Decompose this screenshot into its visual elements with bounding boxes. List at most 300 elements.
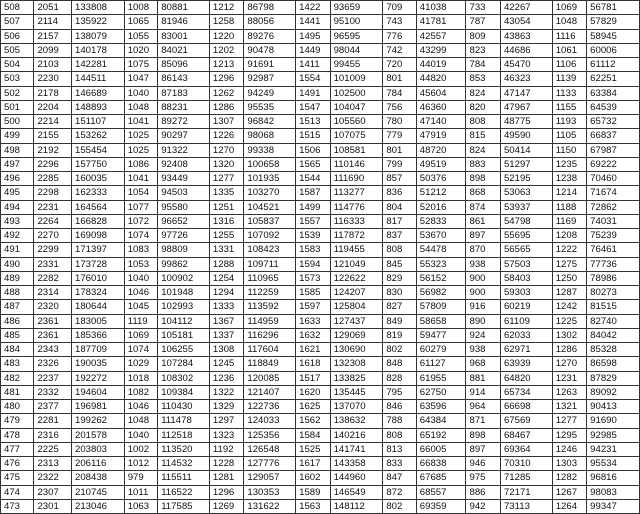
table-cell: 804: [383, 200, 416, 214]
table-cell: 946: [466, 457, 500, 471]
table-cell: 76461: [587, 243, 640, 257]
table-cell: 113592: [244, 300, 296, 314]
table-cell: 815: [466, 129, 500, 143]
table-cell: 1231: [552, 371, 586, 385]
table-cell: 1072: [124, 214, 157, 228]
table-cell: 1012: [124, 457, 157, 471]
table-cell: 119455: [330, 243, 383, 257]
table-cell: 112518: [158, 428, 210, 442]
table-cell: 1262: [209, 86, 243, 100]
table-cell: 1116: [552, 29, 586, 43]
table-cell: 129069: [330, 328, 383, 342]
table-cell: 55323: [416, 257, 466, 271]
table-cell: 49590: [500, 129, 552, 143]
table-cell: 1544: [296, 172, 330, 186]
score-cell: 481: [1, 385, 34, 399]
table-cell: 871: [466, 414, 500, 428]
table-cell: 2204: [34, 100, 72, 114]
table-row: [1, 72, 640, 86]
table-cell: 116333: [330, 214, 383, 228]
table-cell: 795: [383, 385, 416, 399]
table-cell: 69222: [587, 157, 640, 171]
table-cell: 1245: [209, 357, 243, 371]
table-cell: 1539: [296, 229, 330, 243]
table-cell: 64384: [416, 414, 466, 428]
table-cell: 883: [466, 157, 500, 171]
table-cell: 84021: [158, 43, 210, 57]
table-cell: 108581: [330, 143, 383, 157]
table-cell: 979: [124, 471, 157, 485]
table-cell: 780: [383, 115, 416, 129]
table-cell: 75239: [587, 229, 640, 243]
table-cell: 1025: [124, 143, 157, 157]
table-cell: 2214: [34, 115, 72, 129]
table-cell: 48720: [416, 143, 466, 157]
table-cell: 78986: [587, 271, 640, 285]
table-cell: 80273: [587, 286, 640, 300]
table-row: [1, 385, 640, 399]
table-cell: 1286: [209, 100, 243, 114]
table-cell: 1506: [296, 143, 330, 157]
table-cell: 898: [466, 428, 500, 442]
table-cell: 86143: [158, 72, 210, 86]
table-cell: 52016: [416, 200, 466, 214]
table-cell: 180644: [71, 300, 124, 314]
table-cell: 938: [466, 257, 500, 271]
table-cell: 824: [466, 86, 500, 100]
table-row: [1, 343, 640, 357]
table-cell: 148112: [330, 499, 383, 513]
table-cell: 1246: [552, 442, 586, 456]
table-cell: 709: [383, 1, 416, 15]
table-cell: 886: [466, 485, 500, 499]
table-cell: 194604: [71, 385, 124, 399]
table-cell: 1082: [124, 385, 157, 399]
table-cell: 1074: [124, 229, 157, 243]
table-cell: 1288: [209, 257, 243, 271]
table-cell: 1513: [296, 115, 330, 129]
score-cell: 488: [1, 286, 34, 300]
table-cell: 779: [383, 129, 416, 143]
table-cell: 1303: [552, 457, 586, 471]
table-cell: 126548: [244, 442, 296, 456]
table-cell: 104112: [158, 314, 210, 328]
score-cell: 489: [1, 271, 34, 285]
table-cell: 1212: [209, 1, 243, 15]
table-cell: 96816: [587, 471, 640, 485]
table-cell: 1584: [296, 428, 330, 442]
table-cell: 62033: [500, 328, 552, 342]
table-cell: 143358: [330, 457, 383, 471]
table-cell: 199262: [71, 414, 124, 428]
table-cell: 802: [383, 499, 416, 513]
table-cell: 55695: [500, 229, 552, 243]
table-cell: 117872: [330, 229, 383, 243]
score-cell: 484: [1, 343, 34, 357]
table-row: [1, 43, 640, 57]
table-cell: 824: [466, 143, 500, 157]
table-cell: 1040: [124, 271, 157, 285]
table-cell: 802: [383, 343, 416, 357]
table-cell: 121049: [330, 257, 383, 271]
score-cell: 493: [1, 214, 34, 228]
table-cell: 900: [466, 286, 500, 300]
table-cell: 43863: [500, 29, 552, 43]
score-cell: 499: [1, 129, 34, 143]
table-cell: 872: [383, 485, 416, 499]
table-cell: 110965: [244, 271, 296, 285]
table-cell: 56781: [587, 1, 640, 15]
table-cell: 51297: [500, 157, 552, 171]
table-cell: 104521: [244, 200, 296, 214]
table-cell: 1069: [124, 328, 157, 342]
table-cell: 1286: [552, 343, 586, 357]
table-cell: 1557: [296, 214, 330, 228]
table-cell: 1063: [124, 499, 157, 513]
table-row: [1, 229, 640, 243]
table-cell: 1011: [124, 485, 157, 499]
score-cell: 507: [1, 15, 34, 29]
table-cell: 1020: [124, 43, 157, 57]
table-cell: 62750: [416, 385, 466, 399]
table-cell: 105560: [330, 115, 383, 129]
table-row: [1, 257, 640, 271]
table-cell: 2230: [34, 72, 72, 86]
table-cell: 833: [383, 457, 416, 471]
table-cell: 756: [383, 100, 416, 114]
table-cell: 847: [383, 471, 416, 485]
score-cell: 508: [1, 1, 34, 15]
table-cell: 1105: [552, 129, 586, 143]
table-row: [1, 214, 640, 228]
table-cell: 59303: [500, 286, 552, 300]
table-cell: 94503: [158, 186, 210, 200]
table-cell: 1053: [124, 257, 157, 271]
score-cell: 502: [1, 86, 34, 100]
table-cell: 125804: [330, 300, 383, 314]
table-cell: 43054: [500, 15, 552, 29]
table-cell: 88056: [244, 15, 296, 29]
table-cell: 206116: [71, 457, 124, 471]
table-row: [1, 243, 640, 257]
table-cell: 62251: [587, 72, 640, 86]
table-cell: 115511: [158, 471, 210, 485]
table-cell: 86798: [244, 1, 296, 15]
table-cell: 96842: [244, 115, 296, 129]
table-cell: 66838: [416, 457, 466, 471]
table-row: [1, 1, 640, 15]
table-cell: 1281: [209, 471, 243, 485]
score-cell: 490: [1, 257, 34, 271]
table-cell: 111690: [330, 172, 383, 186]
table-cell: 142281: [71, 58, 124, 72]
score-cell: 492: [1, 229, 34, 243]
table-cell: 67987: [587, 143, 640, 157]
table-cell: 113520: [158, 442, 210, 456]
table-cell: 110430: [158, 400, 210, 414]
table-cell: 2270: [34, 229, 72, 243]
table-cell: 97726: [158, 229, 210, 243]
table-cell: 140216: [330, 428, 383, 442]
table-cell: 1208: [552, 229, 586, 243]
table-cell: 95534: [587, 457, 640, 471]
table-cell: 1287: [552, 286, 586, 300]
table-cell: 62971: [500, 343, 552, 357]
table-cell: 1331: [209, 243, 243, 257]
table-cell: 1335: [209, 186, 243, 200]
table-cell: 148893: [71, 100, 124, 114]
table-cell: 187709: [71, 343, 124, 357]
score-cell: 504: [1, 58, 34, 72]
table-cell: 1069: [552, 1, 586, 15]
table-cell: 1585: [296, 286, 330, 300]
table-cell: 63596: [416, 400, 466, 414]
table-cell: 1047: [124, 72, 157, 86]
table-cell: 124033: [244, 414, 296, 428]
table-cell: 1322: [209, 385, 243, 399]
table-cell: 120085: [244, 371, 296, 385]
table-cell: 42267: [500, 1, 552, 15]
table-cell: 109384: [158, 385, 210, 399]
table-cell: 89092: [587, 385, 640, 399]
table-cell: 137070: [330, 400, 383, 414]
table-cell: 881: [466, 371, 500, 385]
table-cell: 1275: [552, 257, 586, 271]
table-cell: 210745: [71, 485, 124, 499]
table-cell: 1499: [296, 200, 330, 214]
table-cell: 99347: [587, 499, 640, 513]
table-cell: 828: [383, 371, 416, 385]
score-cell: 479: [1, 414, 34, 428]
table-cell: 1236: [209, 371, 243, 385]
table-cell: 1554: [296, 72, 330, 86]
table-cell: 41781: [416, 15, 466, 29]
table-row: [1, 86, 640, 100]
table-cell: 100658: [244, 157, 296, 171]
table-cell: 2231: [34, 200, 72, 214]
table-cell: 2051: [34, 1, 72, 15]
table-cell: 1251: [209, 200, 243, 214]
table-cell: 69359: [416, 499, 466, 513]
score-cell: 476: [1, 457, 34, 471]
table-cell: 2103: [34, 58, 72, 72]
table-cell: 890: [466, 314, 500, 328]
table-cell: 2157: [34, 29, 72, 43]
table-cell: 127776: [244, 457, 296, 471]
table-cell: 2314: [34, 286, 72, 300]
table-cell: 1329: [209, 400, 243, 414]
table-cell: 1267: [552, 485, 586, 499]
table-cell: 1018: [124, 371, 157, 385]
table-row: [1, 143, 640, 157]
table-cell: 1333: [209, 300, 243, 314]
table-cell: 47147: [500, 86, 552, 100]
table-cell: 1621: [296, 343, 330, 357]
table-cell: 192272: [71, 371, 124, 385]
table-cell: 1617: [296, 457, 330, 471]
table-row: [1, 172, 640, 186]
table-cell: 868: [466, 186, 500, 200]
table-cell: 801: [383, 72, 416, 86]
table-cell: 66005: [416, 442, 466, 456]
table-cell: 63384: [587, 86, 640, 100]
table-cell: 2361: [34, 314, 72, 328]
score-cell: 501: [1, 100, 34, 114]
table-cell: 874: [466, 200, 500, 214]
table-cell: 1220: [209, 29, 243, 43]
table-cell: 801: [383, 143, 416, 157]
table-cell: 144511: [71, 72, 124, 86]
table-cell: 2326: [34, 357, 72, 371]
table-cell: 101935: [244, 172, 296, 186]
table-cell: 121407: [244, 385, 296, 399]
table-cell: 2301: [34, 499, 72, 513]
table-cell: 47967: [500, 100, 552, 114]
table-cell: 208438: [71, 471, 124, 485]
table-cell: 1139: [552, 72, 586, 86]
table-cell: 106255: [158, 343, 210, 357]
table-cell: 114959: [244, 314, 296, 328]
table-cell: 58945: [587, 29, 640, 43]
table-cell: 914: [466, 385, 500, 399]
table-row: [1, 300, 640, 314]
table-cell: 1048: [124, 100, 157, 114]
table-cell: 1422: [296, 1, 330, 15]
table-cell: 1589: [296, 485, 330, 499]
table-cell: 2313: [34, 457, 72, 471]
table-cell: 70310: [500, 457, 552, 471]
score-cell: 475: [1, 471, 34, 485]
table-cell: 861: [466, 214, 500, 228]
table-cell: 87183: [158, 86, 210, 100]
table-cell: 77736: [587, 257, 640, 271]
table-cell: 138079: [71, 29, 124, 43]
table-cell: 130690: [330, 343, 383, 357]
table-cell: 784: [383, 86, 416, 100]
table-cell: 100902: [158, 271, 210, 285]
table-cell: 131622: [244, 499, 296, 513]
table-cell: 42557: [416, 29, 466, 43]
table-row: [1, 271, 640, 285]
table-cell: 102500: [330, 86, 383, 100]
table-cell: 105181: [158, 328, 210, 342]
score-cell: 497: [1, 157, 34, 171]
table-cell: 71674: [587, 186, 640, 200]
table-cell: 1155: [552, 100, 586, 114]
table-cell: 1296: [209, 72, 243, 86]
table-cell: 1565: [296, 157, 330, 171]
table-cell: 1625: [296, 400, 330, 414]
table-cell: 1367: [209, 314, 243, 328]
table-cell: 942: [466, 499, 500, 513]
table-cell: 1025: [124, 129, 157, 143]
table-body: [1, 1, 640, 514]
table-cell: 1547: [296, 100, 330, 114]
table-cell: 830: [383, 286, 416, 300]
table-cell: 196981: [71, 400, 124, 414]
table-cell: 1449: [296, 43, 330, 57]
table-cell: 96652: [158, 214, 210, 228]
table-cell: 1573: [296, 271, 330, 285]
table-cell: 101948: [158, 286, 210, 300]
table-cell: 54478: [416, 243, 466, 257]
table-cell: 1517: [296, 371, 330, 385]
table-cell: 140178: [71, 43, 124, 57]
table-cell: 65734: [500, 385, 552, 399]
table-cell: 144960: [330, 471, 383, 485]
table-cell: 845: [383, 257, 416, 271]
table-cell: 1525: [296, 442, 330, 456]
table-cell: 117604: [244, 343, 296, 357]
table-row: [1, 442, 640, 456]
table-cell: 870: [466, 243, 500, 257]
table-cell: 45470: [500, 58, 552, 72]
table-cell: 94231: [587, 442, 640, 456]
table-cell: 53937: [500, 200, 552, 214]
table-cell: 74031: [587, 214, 640, 228]
table-cell: 105837: [244, 214, 296, 228]
table-cell: 47919: [416, 129, 466, 143]
table-cell: 91322: [158, 143, 210, 157]
table-cell: 1202: [209, 43, 243, 57]
table-cell: 64539: [587, 100, 640, 114]
table-cell: 1055: [124, 29, 157, 43]
table-cell: 1277: [552, 414, 586, 428]
table-cell: 2225: [34, 442, 72, 456]
table-cell: 819: [383, 328, 416, 342]
table-cell: 817: [383, 214, 416, 228]
score-cell: 495: [1, 186, 34, 200]
table-cell: 1226: [209, 129, 243, 143]
table-cell: 1302: [552, 328, 586, 342]
table-cell: 88231: [158, 100, 210, 114]
table-cell: 1269: [209, 499, 243, 513]
table-cell: 81946: [158, 15, 210, 29]
table-cell: 1150: [552, 143, 586, 157]
table-cell: 68557: [416, 485, 466, 499]
table-cell: 2298: [34, 186, 72, 200]
table-cell: 98068: [244, 129, 296, 143]
table-cell: 133808: [71, 1, 124, 15]
table-cell: 176010: [71, 271, 124, 285]
table-cell: 1308: [209, 343, 243, 357]
table-cell: 809: [466, 29, 500, 43]
table-row: [1, 157, 640, 171]
table-cell: 50414: [500, 143, 552, 157]
table-cell: 2316: [34, 428, 72, 442]
table-row: [1, 499, 640, 513]
table-cell: 135922: [71, 15, 124, 29]
table-cell: 1046: [124, 286, 157, 300]
table-row: [1, 328, 640, 342]
table-cell: 107075: [330, 129, 383, 143]
table-cell: 116296: [244, 328, 296, 342]
table-cell: 820: [466, 100, 500, 114]
table-cell: 68467: [500, 428, 552, 442]
table-cell: 1074: [124, 343, 157, 357]
table-cell: 857: [383, 172, 416, 186]
table-cell: 109711: [244, 257, 296, 271]
score-cell: 505: [1, 43, 34, 57]
table-cell: 132308: [330, 357, 383, 371]
table-cell: 837: [383, 229, 416, 243]
table-cell: 1411: [296, 58, 330, 72]
table-row: [1, 115, 640, 129]
score-cell: 503: [1, 72, 34, 86]
table-cell: 2192: [34, 143, 72, 157]
table-cell: 1133: [552, 86, 586, 100]
table-cell: 1238: [552, 172, 586, 186]
